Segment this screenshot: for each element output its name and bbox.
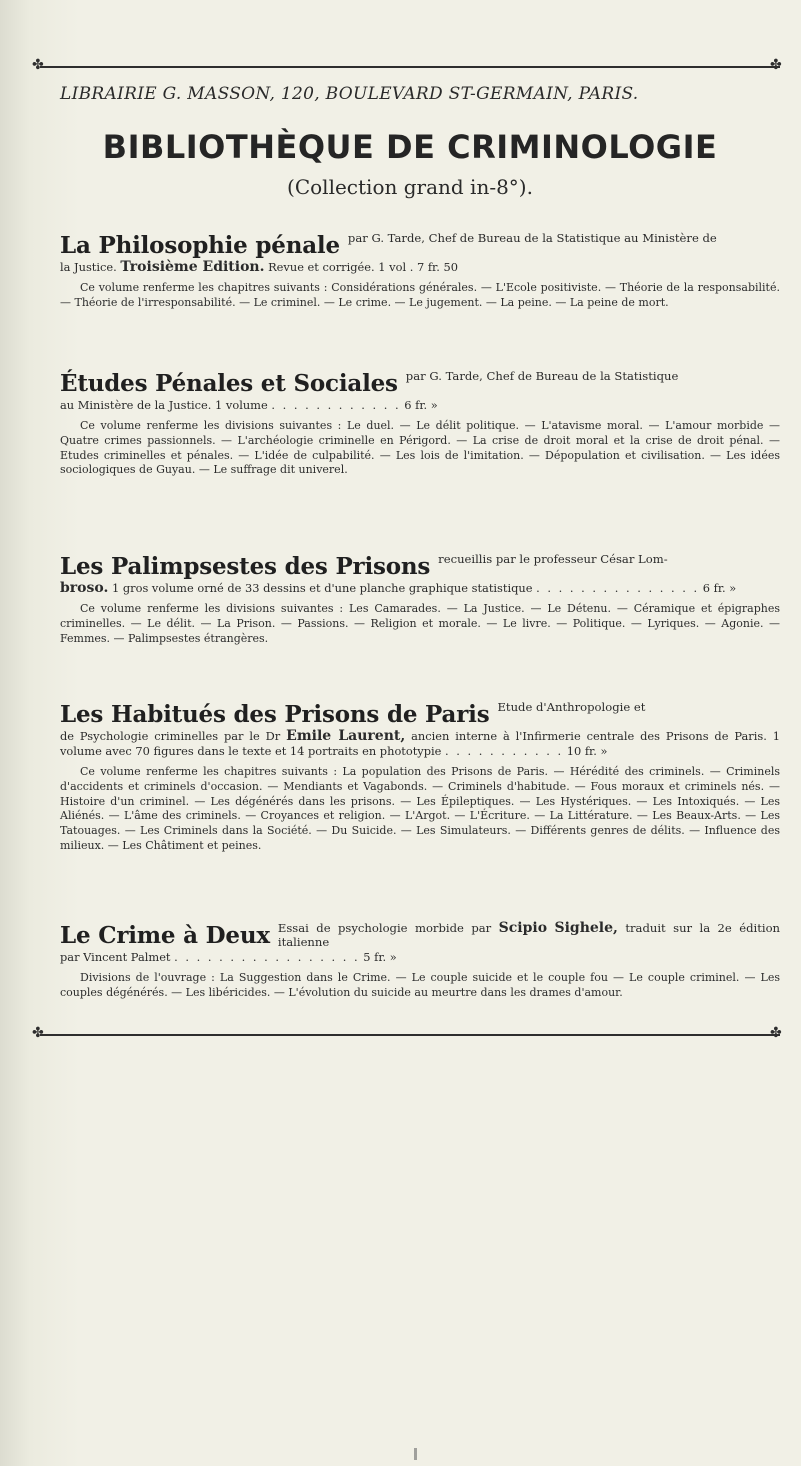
book-price: 7 fr. 50 bbox=[416, 260, 458, 274]
book-price: 5 fr. » bbox=[363, 950, 397, 964]
book-description: Ce volume renferme les chapitres suivants : La population des Prisons de Paris. — Hérédité des criminels. — Criminels d'accidents et criminels d'occasion. — Mendiants et Vagabonds. — Criminels d'habitude. — Fous moraux et criminels nés. — Histoire d'un criminel. — Les dégénérés dans les prisons. — Les Épileptiques. — Les Hystériques. — Les Intoxiqués. — Les Aliénés. — L'âme des criminels. — Croyances et religion. — L'Argot. — L'Écriture. — La Littérature. — Les Beaux-Arts. — Les Tatouages. — Les Criminels dans la Société. — Du Suicide. — Les Simulateurs. — Différents genres de délits. — Influence des milieux. — Les Châtiment et peines. bbox=[60, 765, 780, 852]
book-price: 10 fr. » bbox=[566, 744, 608, 758]
book-title: La Philosophie pénale bbox=[60, 232, 340, 259]
book-details: broso. 1 gros volume orné de 33 dessins et d'une planche graphique statistique . . . . . . . . . . . . . . . 6 fr. » bbox=[60, 580, 737, 596]
book-entry bbox=[60, 922, 780, 1001]
paper-speck bbox=[414, 1448, 417, 1460]
book-entry bbox=[60, 701, 780, 854]
book-title: Études Pénales et Sociales bbox=[60, 370, 398, 397]
book-entry bbox=[60, 232, 780, 311]
book-author-line: Etude d'Anthropologie et bbox=[497, 700, 646, 714]
book-entry bbox=[60, 553, 780, 646]
corner-ornament-icon: ✤ bbox=[770, 1025, 782, 1041]
book-details: de Psychologie criminelles par le Dr Emile Laurent, ancien interne à l'Infirmerie centrale des Prisons de Paris. 1 volume avec 70 figures dans le texte et 14 portraits en phototypie . . . . . . . . . . . 10 fr. » bbox=[60, 728, 780, 758]
book-author-line: recueillis par le professeur César Lom- bbox=[438, 552, 668, 566]
book-details: par Vincent Palmet . . . . . . . . . . . . . . . . . 5 fr. » bbox=[60, 950, 397, 964]
book-author: Emile Laurent, bbox=[286, 728, 406, 744]
book-description: Ce volume renferme les divisions suivantes : Les Camarades. — La Justice. — Le Détenu. — Céramique et épigraphes criminelles. — Le délit. — La Prison. — Passions. — Religion et morale. — Le livre. — Politique. — Lyriques. — Agonie. — Femmes. — Palimpsestes étrangères. bbox=[60, 602, 780, 645]
book-title: Les Palimpsestes des Prisons bbox=[60, 553, 431, 580]
book-title: Le Crime à Deux bbox=[60, 922, 270, 949]
library-title: BIBLIOTHÈQUE DE CRIMINOLOGIE bbox=[102, 128, 718, 166]
corner-ornament-icon: ✤ bbox=[770, 57, 782, 73]
book-details: la Justice. Troisième Edition. Revue et corrigée. 1 vol . 7 fr. 50 bbox=[60, 259, 458, 275]
publisher-line: LIBRAIRIE G. MASSON, 120, BOULEVARD ST-GERMAIN, PARIS. bbox=[60, 84, 639, 104]
corner-ornament-icon: ✤ bbox=[32, 1025, 44, 1041]
book-price: 6 fr. » bbox=[404, 398, 438, 412]
book-author-line: Essai de psychologie morbide par Scipio Sighele, traduit sur la 2e édition italienne bbox=[277, 920, 781, 949]
book-description: Ce volume renferme les divisions suivantes : Le duel. — Le délit politique. — L'atavisme moral. — L'amour morbide — Quatre crimes passionnels. — L'archéologie criminelle en Périgord. — La crise de droit moral et la crise de droit pénal. — Etudes criminelles et pénales. — L'idée de culpabilité. — Les lois de l'imitation. — Dépopulation et civilisation. — Les idées sociologiques de Guyau. — Le suffrage dit univerel. bbox=[60, 419, 780, 477]
book-price: 6 fr. » bbox=[702, 581, 737, 595]
book-entry bbox=[60, 370, 780, 478]
book-author-line: par G. Tarde, Chef de Bureau de la Statistique au Ministère de bbox=[347, 231, 717, 245]
top-rule bbox=[40, 66, 780, 68]
corner-ornament-icon: ✤ bbox=[32, 57, 44, 73]
book-title: Les Habitués des Prisons de Paris bbox=[60, 701, 490, 728]
book-description: Divisions de l'ouvrage : La Suggestion dans le Crime. — Le couple suicide et le couple fou — Le couple criminel. — Les couples dégénérés. — Les libéricides. — L'évolution du suicide au meurtre dans les drames d'amour. bbox=[60, 971, 780, 999]
library-subtitle: (Collection grand in-8°). bbox=[287, 175, 533, 199]
book-edition: Troisième Edition. bbox=[120, 259, 265, 275]
book-details: au Ministère de la Justice. 1 volume . . . . . . . . . . . . 6 fr. » bbox=[60, 398, 438, 412]
bottom-rule bbox=[40, 1034, 780, 1036]
book-author-line: par G. Tarde, Chef de Bureau de la Statistique bbox=[405, 369, 679, 383]
book-description: Ce volume renferme les chapitres suivants : Considérations générales. — L'Ecole positiviste. — Théorie de la responsabilité. — Théorie de l'irresponsabilité. — Le criminel. — Le crime. — Le jugement. — La peine. — La peine de mort. bbox=[60, 281, 780, 309]
